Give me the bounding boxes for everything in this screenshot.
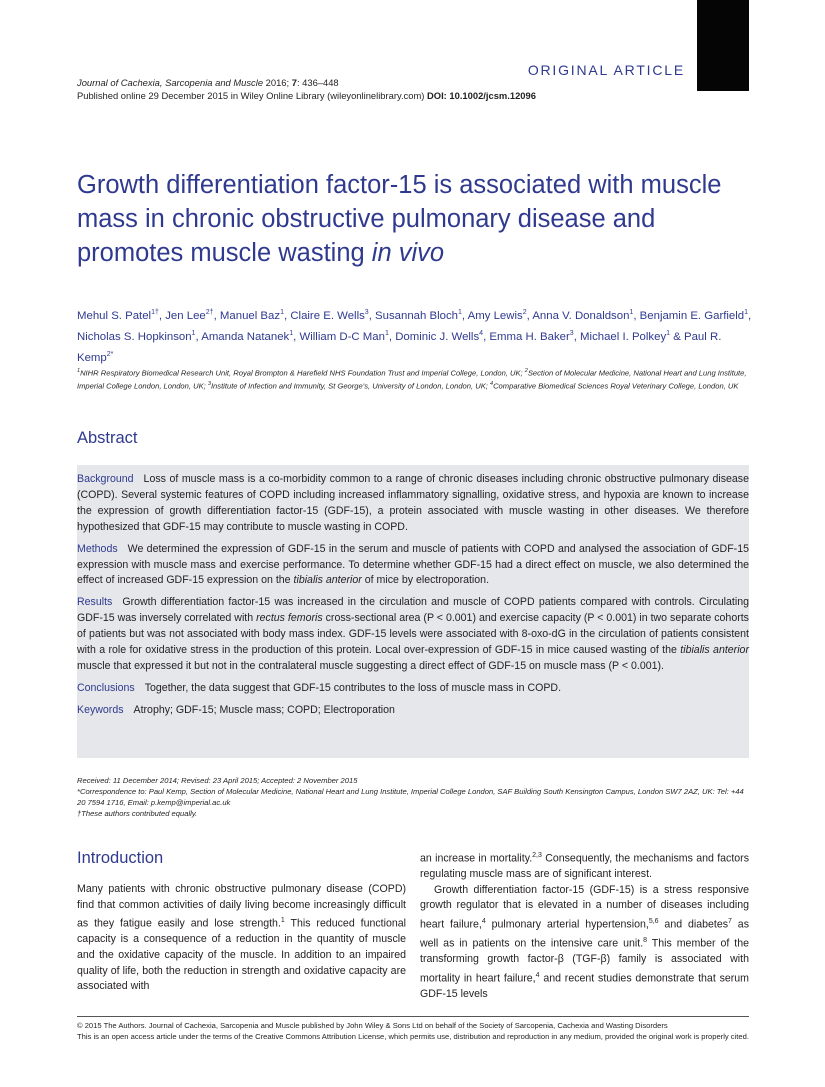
abstract-background <box>77 472 749 536</box>
author-affiliation-marker: 2* <box>106 350 114 358</box>
author-affiliation-marker: 1 <box>666 329 671 337</box>
copyright-line: © 2015 The Authors. Journal of Cachexia, Sarcopenia and Muscle published by John Wiley & Sons Ltd on behalf of the Society of Sarcopenia, Cachexia and Wasting Disorders <box>77 1021 668 1030</box>
author-affiliation-marker: 3 <box>364 309 369 316</box>
received-dates: Received: 11 December 2014; Revised: 23 April 2015; Accepted: 2 November 2015 <box>77 776 358 785</box>
title-italic: in vivo <box>371 239 445 267</box>
conclusions-text: Together, the data suggest that GDF-15 contributes to the loss of muscle mass in COPD. <box>144 681 562 694</box>
body-column-right <box>420 848 749 1002</box>
title-main: Growth differentiation factor-15 is associated with muscle mass in chronic obstructive pulmonary disease and promotes muscle wasting <box>77 171 722 267</box>
body-column-left <box>77 848 406 995</box>
journal-citation <box>77 76 536 102</box>
journal-name: Journal of Cachexia, Sarcopenia and Muscle <box>77 77 264 88</box>
abstract-heading: Abstract <box>77 429 138 447</box>
results-label: Results <box>77 596 113 609</box>
author-name: Susannah Bloch <box>375 309 459 322</box>
intro-text: pulmonary arterial hypertension, <box>485 918 649 931</box>
author-separator: , <box>195 330 202 343</box>
affiliation-number: 1 <box>77 368 81 374</box>
author-name: Mehul S. Patel <box>77 309 152 322</box>
author-affiliation-marker: 1 <box>191 329 196 337</box>
methods-italic: tibialis anterior <box>293 574 362 587</box>
received-info <box>77 775 753 819</box>
correspondence: *Correspondence to: Paul Kemp, Section of Molecular Medicine, National Heart and Lung Institute, Imperial College London, SAF Building South Kensington Campus, London SW7 2AZ, UK: Tel: +44 20 7594 1716, Email: p.kemp@imperial.ac.uk <box>77 787 744 807</box>
author-name: Jen Lee <box>165 309 206 322</box>
author-affiliation-marker: 1 <box>280 309 284 316</box>
author-separator: , <box>158 309 166 322</box>
author-separator: , <box>213 309 220 322</box>
author-name: Benjamin E. Garfield <box>639 309 745 322</box>
author-affiliation-marker: 3 <box>569 329 574 337</box>
doi[interactable]: DOI: 10.1002/jcsm.12096 <box>427 90 536 101</box>
journal-pages: : 436–448 <box>296 77 339 88</box>
keywords-label: Keywords <box>77 703 124 716</box>
citation-ref[interactable]: 1 <box>280 917 285 925</box>
license-line: This is an open access article under the terms of the Creative Commons Attribution License, which permits use, distribution and reproduction in any medium, provided the original work is properly cited. <box>77 1032 749 1041</box>
intro-paragraph-1 <box>77 882 406 995</box>
intro-text: Growth differentiation factor-15 (GDF-15) is a stress responsive growth regulator that is elevated in a number of diseases including heart failure, <box>420 883 749 931</box>
published-online: Published online 29 December 2015 in Wiley Online Library (wileyonlinelibrary.com) <box>77 90 427 101</box>
intro-text: as well as in patients on the intensive care unit. <box>420 918 750 950</box>
author-name: Dominic J. Wells <box>395 330 480 343</box>
abstract-methods <box>77 542 749 590</box>
author-separator: , <box>388 330 396 343</box>
author-separator: , <box>483 330 490 343</box>
background-text: Loss of muscle mass is a co-morbidity common to a range of chronic diseases including chronic obstructive pulmonary disease (COPD). Several systemic features of COPD including increased inflammatory signalling, oxidative stress, and hypoxia are known to increase the expression of growth differentiation factor-15 (GDF-15), a protein associated with muscle wasting in other diseases. We therefore hypothesized that GDF-15 may contribute to muscle wasting in COPD. <box>77 473 749 533</box>
affiliation-text: Section of Molecular Medicine, National Heart and Lung Institute, Imperial College London, London, UK; <box>77 368 747 391</box>
author-affiliation-marker: 1 <box>384 329 389 337</box>
intro-paragraph-2 <box>420 883 749 1003</box>
article-title <box>77 168 757 270</box>
author-affiliation-marker: 1† <box>151 309 159 316</box>
intro-text: This member of the transforming growth factor-β (TGF-β) family is associated with mortality in heart failure, <box>420 937 749 985</box>
author-name: Claire E. Wells <box>290 309 365 322</box>
author-affiliation-marker: 1 <box>744 309 749 316</box>
results-italic-2: tibialis anterior <box>680 644 749 657</box>
author-name: Michael I. Polkey <box>580 330 667 343</box>
citation-ref[interactable]: 4 <box>481 917 486 925</box>
intro-text: Consequently, the mechanisms and factors regulating muscle mass are of significant interest. <box>420 852 749 881</box>
journal-year: 2016; <box>263 77 292 88</box>
affiliations <box>77 366 753 391</box>
author-affiliation-marker: 1 <box>458 309 462 316</box>
author-name: Manuel Baz <box>219 309 281 322</box>
equal-contribution-note: †These authors contributed equally. <box>77 809 198 818</box>
intro-text: This reduced functional capacity is a consequence of a reduction in the quantity of muscle and the oxidative capacity of the muscle. In addition to an impaired quality of life, both the reduction in strength and oxidative capacity are associated with <box>77 917 406 993</box>
citation-ref[interactable]: 7 <box>728 917 732 925</box>
background-label: Background <box>77 473 134 485</box>
affiliation-number: 2 <box>524 368 528 374</box>
author-name: Emma H. Baker <box>489 330 570 343</box>
affiliation-number: 3 <box>207 380 211 387</box>
author-name: Amanda Natanek <box>201 330 290 343</box>
results-text-3: muscle that expressed it but not in the contralateral muscle suggesting a direct effect of GDF-15 on muscle mass (P < 0.001). <box>77 659 664 672</box>
author-separator: & <box>670 330 684 343</box>
author-name: Paul R. Kemp <box>77 330 722 364</box>
methods-text: We determined the expression of GDF-15 in the serum and muscle of patients with COPD and analysed the association of GDF-15 expression with muscle mass and exercise performance. To determine whether GDF-15 had a direct effect on muscle, we also determined the effect of increased GDF-15 expression on the <box>77 542 749 587</box>
author-name: Amy Lewis <box>467 309 523 322</box>
citation-ref[interactable]: 4 <box>535 971 540 979</box>
methods-label: Methods <box>77 542 118 555</box>
intro-text: and recent studies demonstrate that serum GDF-15 levels <box>420 972 749 1000</box>
abstract-box <box>77 465 749 758</box>
author-name: Anna V. Donaldson <box>532 309 630 322</box>
author-affiliation-marker: 4 <box>479 329 484 337</box>
keywords-text: Atrophy; GDF-15; Muscle mass; COPD; Electroporation <box>133 703 395 716</box>
introduction-heading: Introduction <box>77 849 164 867</box>
article-type-label: ORIGINAL ARTICLE <box>527 62 685 78</box>
author-separator: , <box>293 330 300 343</box>
affiliation-number: 4 <box>490 380 494 387</box>
journal-volume: 7 <box>291 77 297 88</box>
intro-text: an increase in mortality. <box>420 852 533 865</box>
affiliation-text: NIHR Respiratory Biomedical Research Unit, Royal Brompton & Harefield NHS Foundation Trust and Imperial College, London, UK; <box>80 368 525 378</box>
abstract-conclusions <box>77 681 749 697</box>
intro-text: Many patients with chronic obstructive pulmonary disease (COPD) find that common activities of daily living become increasingly difficult as they fatigue easily and lose strength. <box>77 883 406 930</box>
license-footer <box>77 1020 753 1042</box>
author-separator: , <box>526 309 533 322</box>
author-separator: , <box>368 309 376 322</box>
abstract-results <box>77 595 749 675</box>
citation-ref[interactable]: 5,6 <box>648 917 659 925</box>
results-text: Growth differentiation factor-15 was increased in the circulation and muscle of COPD patients compared with controls. Circulating GDF-15 was inversely correlated with <box>77 596 749 625</box>
author-affiliation-marker: 1 <box>629 309 634 316</box>
footer-divider <box>77 1016 749 1017</box>
author-affiliation-marker: 2 <box>522 309 527 316</box>
author-affiliation-marker: 2† <box>205 309 214 316</box>
author-separator: , <box>633 309 640 322</box>
citation-ref[interactable]: 2,3 <box>532 852 542 859</box>
author-list <box>77 304 753 366</box>
intro-paragraph-1-cont <box>420 848 749 883</box>
author-separator: , <box>748 309 752 322</box>
corner-tab-decoration <box>697 0 749 91</box>
author-separator: , <box>573 330 581 343</box>
author-affiliation-marker: 1 <box>289 329 294 337</box>
methods-text-end: of mice by electroporation. <box>361 574 490 587</box>
author-separator: , <box>461 309 468 322</box>
results-text-2: cross-sectional area (P < 0.001) and exercise capacity (P < 0.001) in two separate cohorts of patients but was not associated with body mass index. GDF-15 levels were associated with 8-oxo-dG in the circulation of patients consistent with a role for oxidative stress in the production of this protein. Local over-expression of GDF-15 in mice caused wasting of the <box>77 612 749 657</box>
intro-text: and diabetes <box>658 918 729 931</box>
author-name: William D-C Man <box>299 330 385 343</box>
conclusions-label: Conclusions <box>77 681 135 694</box>
citation-ref[interactable]: 8 <box>643 937 648 945</box>
results-italic-1: rectus femoris <box>256 612 323 625</box>
affiliation-text: Comparative Biomedical Sciences Royal Veterinary College, London, UK <box>493 381 739 391</box>
author-separator: , <box>283 309 291 322</box>
abstract-keywords <box>77 703 749 719</box>
author-name: Nicholas S. Hopkinson <box>77 330 192 343</box>
affiliation-text: Institute of Infection and Immunity, St George's, University of London, London, UK; <box>210 381 490 391</box>
